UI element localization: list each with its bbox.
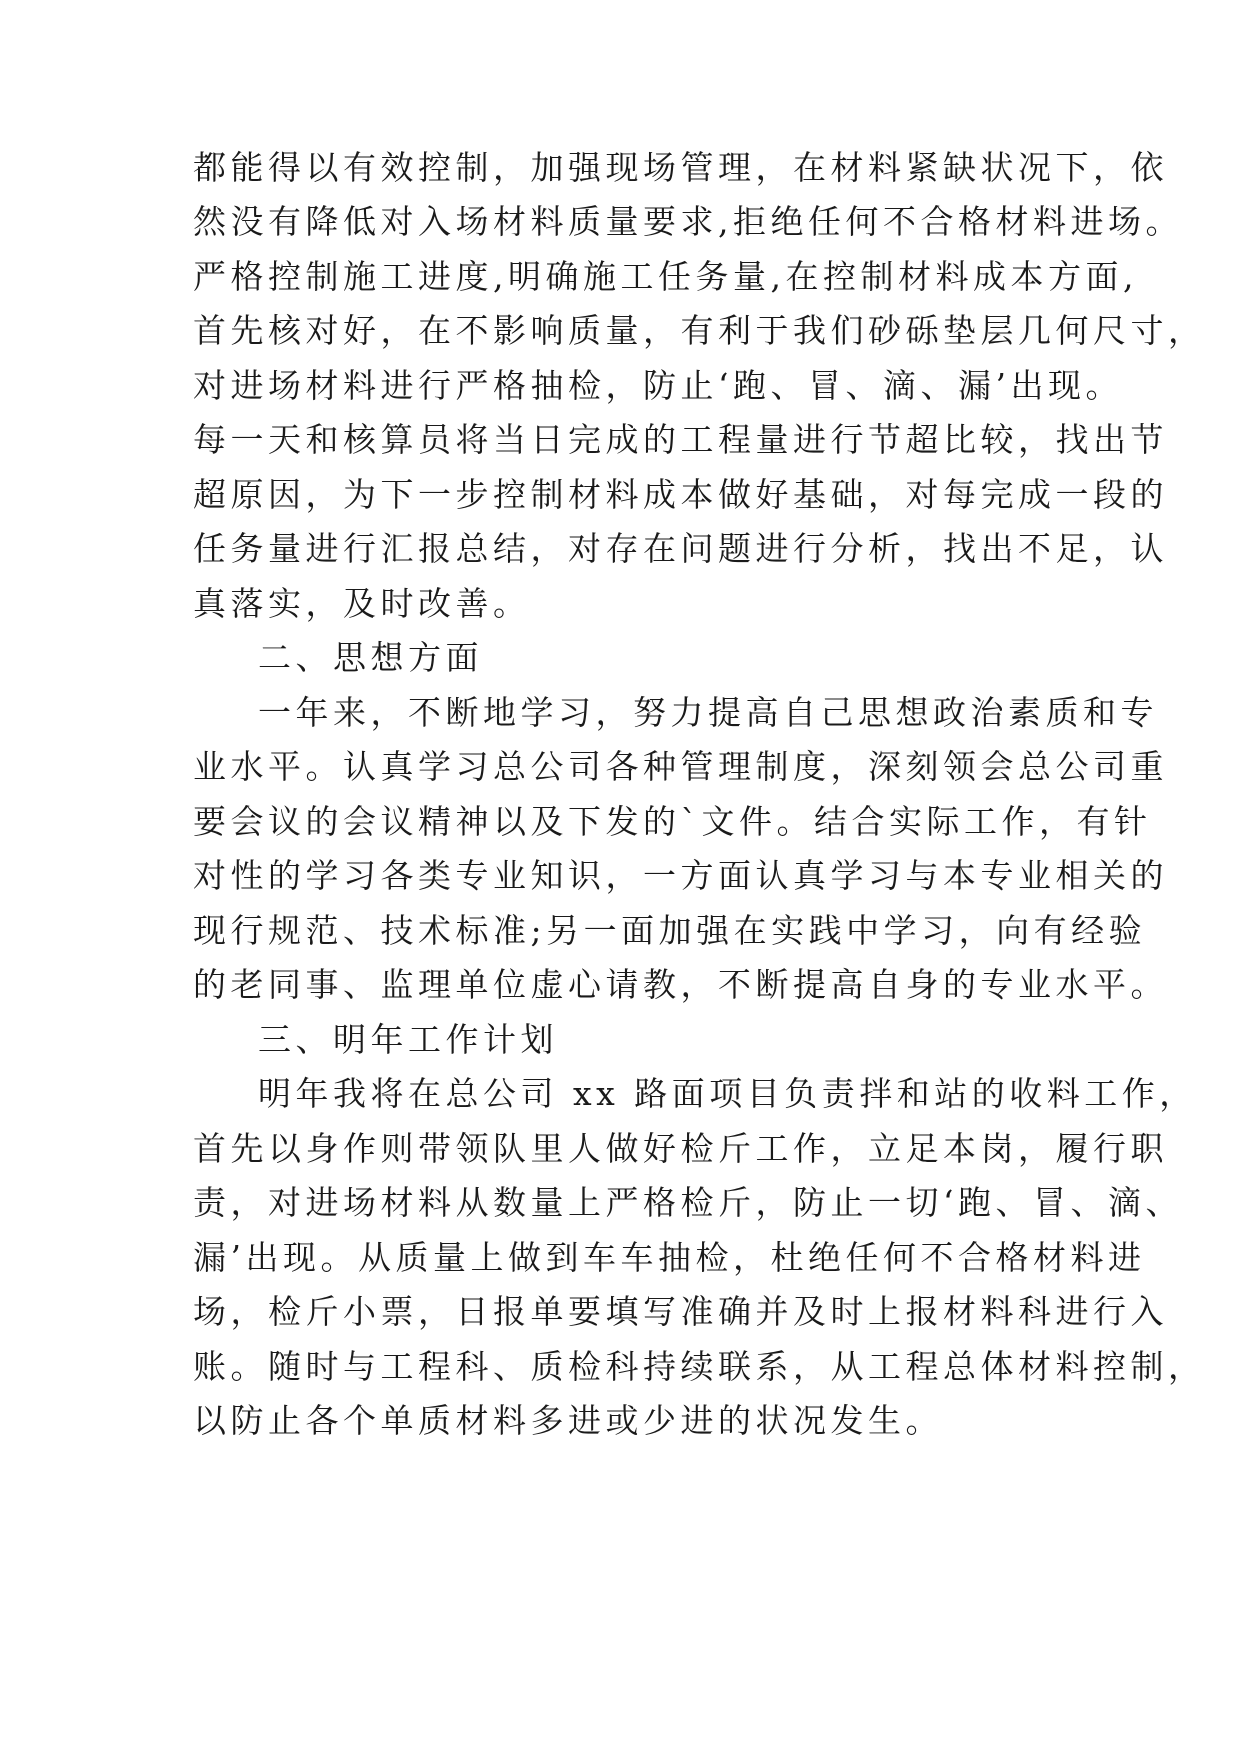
paragraph-line: 每一天和核算员将当日完成的工程量进行节超比较，找出节 bbox=[193, 420, 1168, 459]
paragraph-line: 的老同事、监理单位虚心请教，不断提高自身的专业水平。 bbox=[193, 965, 1168, 1004]
paragraph-line: 都能得以有效控制，加强现场管理，在材料紧缺状况下，依 bbox=[193, 148, 1168, 187]
paragraph-line: 业水平。认真学习总公司各种管理制度，深刻领会总公司重 bbox=[193, 747, 1168, 786]
paragraph-line: 首先以身作则带领队里人做好检斤工作，立足本岗，履行职 bbox=[193, 1129, 1168, 1168]
paragraph-line: 任务量进行汇报总结，对存在问题进行分析，找出不足，认 bbox=[193, 529, 1168, 568]
paragraph-line: 一年来，不断地学习，努力提高自己思想政治素质和专 bbox=[258, 693, 1158, 732]
paragraph-line: 然没有降低对入场材料质量要求,拒绝任何不合格材料进场。 bbox=[193, 202, 1183, 241]
paragraph-line: 严格控制施工进度,明确施工任务量,在控制材料成本方面, bbox=[193, 257, 1138, 296]
paragraph-line: 现行规范、技术标准;另一面加强在实践中学习，向有经验 bbox=[193, 911, 1147, 950]
paragraph-line: 对进场材料进行严格抽检，防止‘跑、冒、滴、漏’出现。 bbox=[193, 366, 1123, 405]
paragraph-line: 要会议的会议精神以及下发的`文件。结合实际工作，有针 bbox=[193, 802, 1152, 841]
paragraph-line: 漏’出现。从质量上做到车车抽检，杜绝任何不合格材料进 bbox=[193, 1238, 1146, 1277]
paragraph-line: 对性的学习各类专业知识，一方面认真学习与本专业相关的 bbox=[193, 856, 1168, 895]
paragraph-line: 以防止各个单质材料多进或少进的状况发生。 bbox=[193, 1401, 943, 1440]
paragraph-line: 首先核对好，在不影响质量，有利于我们砂砾垫层几何尺寸， bbox=[193, 311, 1206, 350]
paragraph-line: 账。随时与工程科、质检科持续联系，从工程总体材料控制， bbox=[193, 1347, 1206, 1386]
paragraph-line: 超原因，为下一步控制材料成本做好基础，对每完成一段的 bbox=[193, 475, 1168, 514]
paragraph-line: 责，对进场材料从数量上严格检斤，防止一切‘跑、冒、滴、 bbox=[193, 1183, 1183, 1222]
paragraph-line: 真落实，及时改善。 bbox=[193, 584, 531, 623]
section-heading: 三、明年工作计划 bbox=[258, 1020, 558, 1059]
paragraph-line: 场，检斤小票，日报单要填写准确并及时上报材料科进行入 bbox=[193, 1292, 1168, 1331]
section-heading: 二、思想方面 bbox=[258, 638, 483, 677]
paragraph-line: 明年我将在总公司 xx 路面项目负责拌和站的收料工作， bbox=[258, 1074, 1197, 1113]
